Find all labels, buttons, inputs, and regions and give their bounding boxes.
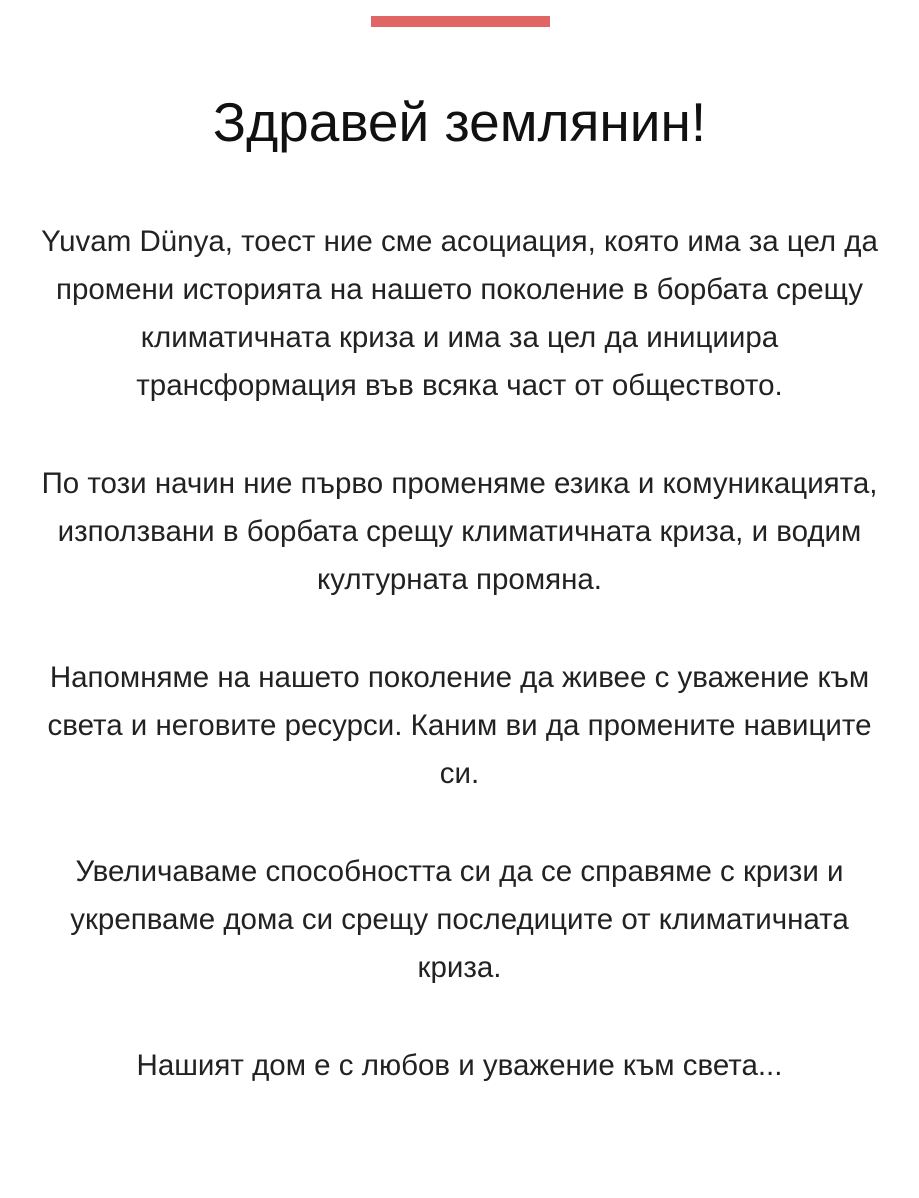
paragraph-intro: Yuvam Dünya, тоест ние сме асоциация, която има за цел да промени историята на нашето поколение в борбата срещу климатичната криза и има за цел да инициира трансформация във всяка част от обществото. <box>41 225 878 402</box>
content-body <box>40 218 879 1090</box>
page-title: Здравей землянин! <box>212 91 707 153</box>
paragraph-language: По този начин ние първо променяме езика и комуникацията, използвани в борбата срещу климатичната криза, и водим културната промяна. <box>41 467 878 596</box>
paragraph-respect: Напомняме на нашето поколение да живее с уважение към света и неговите ресурси. Каним ви да промените навиците си. <box>47 661 872 790</box>
paragraph-closing: Нашият дом е с любов и уважение към света... <box>136 1049 783 1082</box>
accent-bar <box>371 16 550 27</box>
paragraph-resilience: Увеличаваме способността си да се справяме с кризи и укрепваме дома си срещу последиците от климатичната криза. <box>70 855 849 984</box>
